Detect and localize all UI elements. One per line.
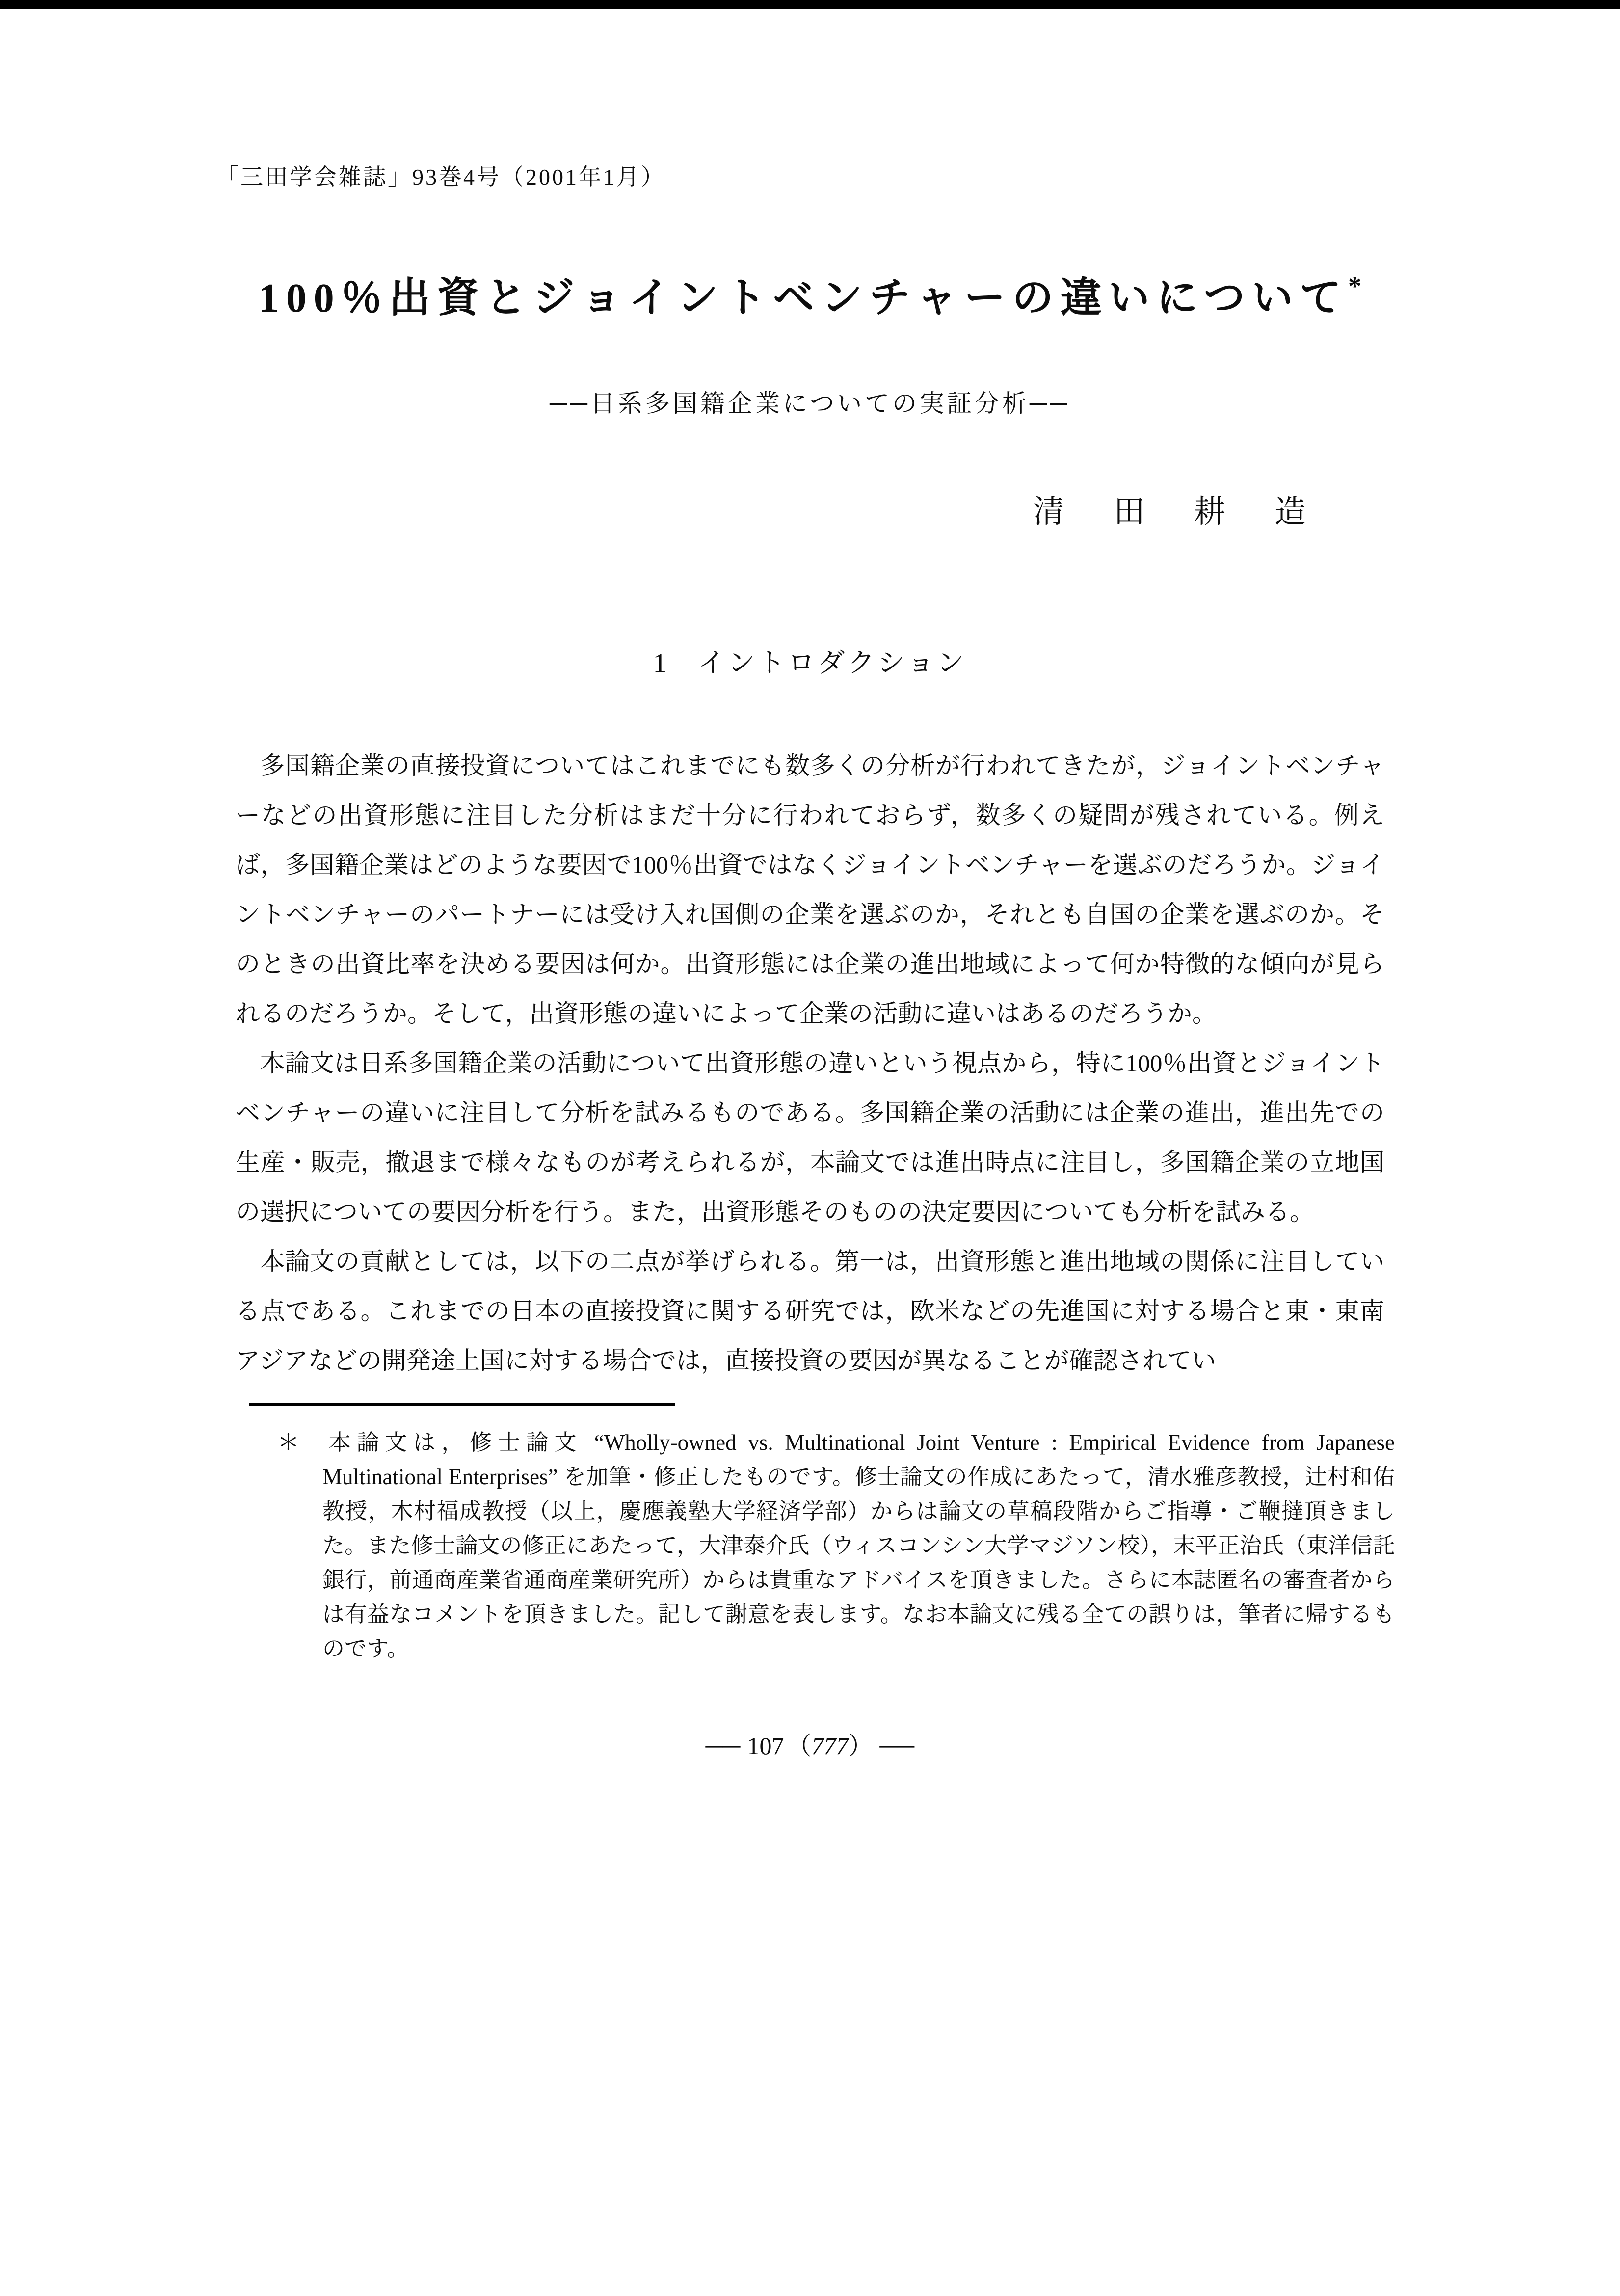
section-number: 1 <box>653 648 670 678</box>
footer-page-number: 107 <box>747 1732 784 1760</box>
body-paragraph: 本論文は日系多国籍企業の活動について出資形態の違いという視点から，特に100％出資とジョイントベンチャーの違いに注目して分析を試みるものである。多国籍企業の活動には企業の進出，進出先での生産・販売，撤退まで様々なものが考えられるが，本論文では進出時点に注目し，多国籍企業の立地国の選択についての要因分析を行う。また，出資形態そのものの決定要因についても分析を試みる。 <box>236 1049 1384 1226</box>
footnote-marker: ＊ <box>277 1430 300 1455</box>
footnote-text: 本論文は，修士論文 “Wholly-owned vs. Multinational Joint Venture : Empirical Evidence from Japanese Multinational Enterprises” を加筆・修正したものです。修士論文の作成にあたって，清水雅彦教授，辻村和佑教授，木村福成教授（以上，慶應義塾大学経済学部）からは論文の草稿段階からご指導・ご鞭撻頂きました。また修士論文の修正にあたって，大津泰介氏（ウィスコンシン大学マジソン校），末平正治氏（東洋信託銀行，前通商産業省通商産業研究所）からは貴重なアドバイスを頂きました。さらに本誌匿名の審査者からは有益なコメントを頂きました。記して謝意を表します。なお本論文に残る全ての誤りは，筆者に帰するものです。 <box>322 1430 1395 1661</box>
page-title-text: 100％出資とジョイントベンチャーの違いについて <box>258 275 1348 321</box>
footnote-divider-rule <box>249 1403 675 1406</box>
section-title: イントロダクション <box>698 648 967 678</box>
page-title <box>236 259 1384 325</box>
author-name: 清田耕造 <box>1033 494 1355 529</box>
footer-series-page: 777 <box>811 1732 849 1760</box>
body-paragraph: 多国籍企業の直接投資についてはこれまでにも数多くの分析が行われてきたが，ジョイントベンチャーなどの出資形態に注目した分析はまだ十分に行われておらず，数多くの疑問が残されている。例えば，多国籍企業はどのような要因で100％出資ではなくジョイントベンチャーを選ぶのだろうか。ジョイントベンチャーのパートナーには受け入れ国側の企業を選ぶのか，それとも自国の企業を選ぶのか。そのときの出資比率を決める要因は何か。出資形態には企業の進出地域によって何か特徴的な傾向が見られるのだろうか。そして，出資形態の違いによって企業の活動に違いはあるのだろうか。 <box>236 752 1384 1027</box>
section-heading <box>236 644 1384 681</box>
body-paragraph: 本論文の貢献としては，以下の二点が挙げられる。第一は，出資形態と進出地域の関係に注目している点である。これまでの日本の直接投資に関する研究では，欧米などの先進国に対する場合と東・東南アジアなどの開発途上国に対する場合では，直接投資の要因が異なることが確認されてい <box>236 1248 1384 1374</box>
footer-paren-close: ） <box>848 1732 873 1760</box>
journal-header: 「三田学会雑誌」93巻4号（2001年1月） <box>216 164 665 189</box>
subtitle: ──日系多国籍企業についての実証分析── <box>550 390 1070 417</box>
title-note-marker: * <box>1348 271 1362 301</box>
footer-paren-open: （ <box>787 1732 812 1760</box>
page-footer <box>236 1730 1384 1762</box>
body-text <box>236 741 1384 1386</box>
footnote <box>277 1425 1395 1666</box>
footer-dash-right: ── <box>879 1732 915 1760</box>
footer-dash-left: ── <box>705 1732 741 1760</box>
scan-edge-artifact <box>0 0 1620 9</box>
page-content <box>216 0 1395 1762</box>
